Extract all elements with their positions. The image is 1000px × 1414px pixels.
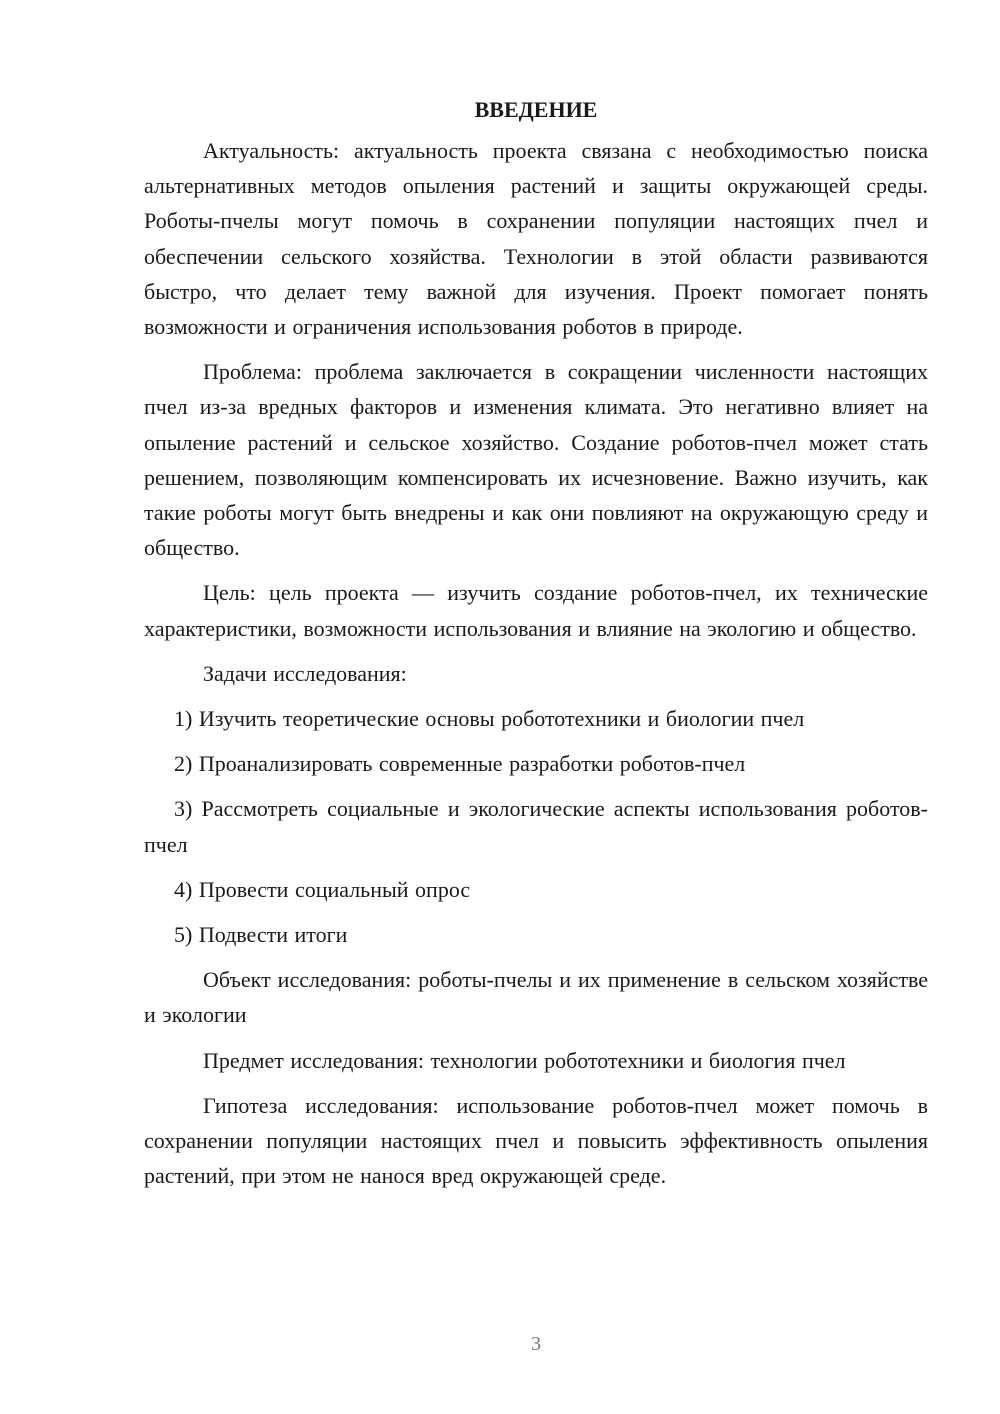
- document-body: [144, 92, 928, 1203]
- task-item-4: 4) Провести социальный опрос: [174, 876, 471, 902]
- paragraph-object: Объект исследования: роботы-пчелы и их применение в сельском хозяйстве и экологии: [144, 967, 928, 1028]
- task-item-5: 5) Подвести итоги: [174, 922, 348, 948]
- task-item-3: 3) Рассмотреть социальные и экологические аспекты использования роботов-пчел: [144, 796, 928, 857]
- task-item-2: 2) Проанализировать современные разработки роботов-пчел: [174, 751, 746, 777]
- paragraph-relevance: Актуальность: актуальность проекта связана с необходимостью поиска альтернативных методов опыления растений и защиты окружающей среды. Роботы-пчелы могут помочь в сохранении популяции настоящих пчел и обеспечении сельского хозяйства. Технологии в этой области развиваются быстро, что делает тему важной для изучения. Проект помогает понять возможности и ограничения использования роботов в природе.: [144, 138, 928, 340]
- paragraph-subject: Предмет исследования: технологии робототехники и биология пчел: [203, 1047, 846, 1073]
- page-heading: ВВЕДЕНИЕ: [474, 97, 598, 122]
- paragraph-problem: Проблема: проблема заключается в сокращении численности настоящих пчел из-за вредных факторов и изменения климата. Это негативно влияет на опыление растений и сельское хозяйство. Создание роботов-пчел может стать решением, позволяющим компенсировать их исчезновение. Важно изучить, как такие роботы могут быть внедрены и как они повлияют на окружающую среду и общество.: [144, 359, 928, 561]
- paragraph-goal: Цель: цель проекта — изучить создание роботов-пчел, их технические характеристики, возможности использования и влияние на экологию и общество.: [144, 580, 928, 641]
- tasks-title: Задачи исследования:: [203, 660, 407, 686]
- paragraph-hypothesis: Гипотеза исследования: использование роботов-пчел может помочь в сохранении популяции настоящих пчел и повысить эффективность опыления растений, при этом не нанося вред окружающей среде.: [144, 1092, 928, 1189]
- task-item-1: 1) Изучить теоретические основы робототехники и биологии пчел: [174, 706, 805, 732]
- page-number: 3: [531, 1333, 541, 1355]
